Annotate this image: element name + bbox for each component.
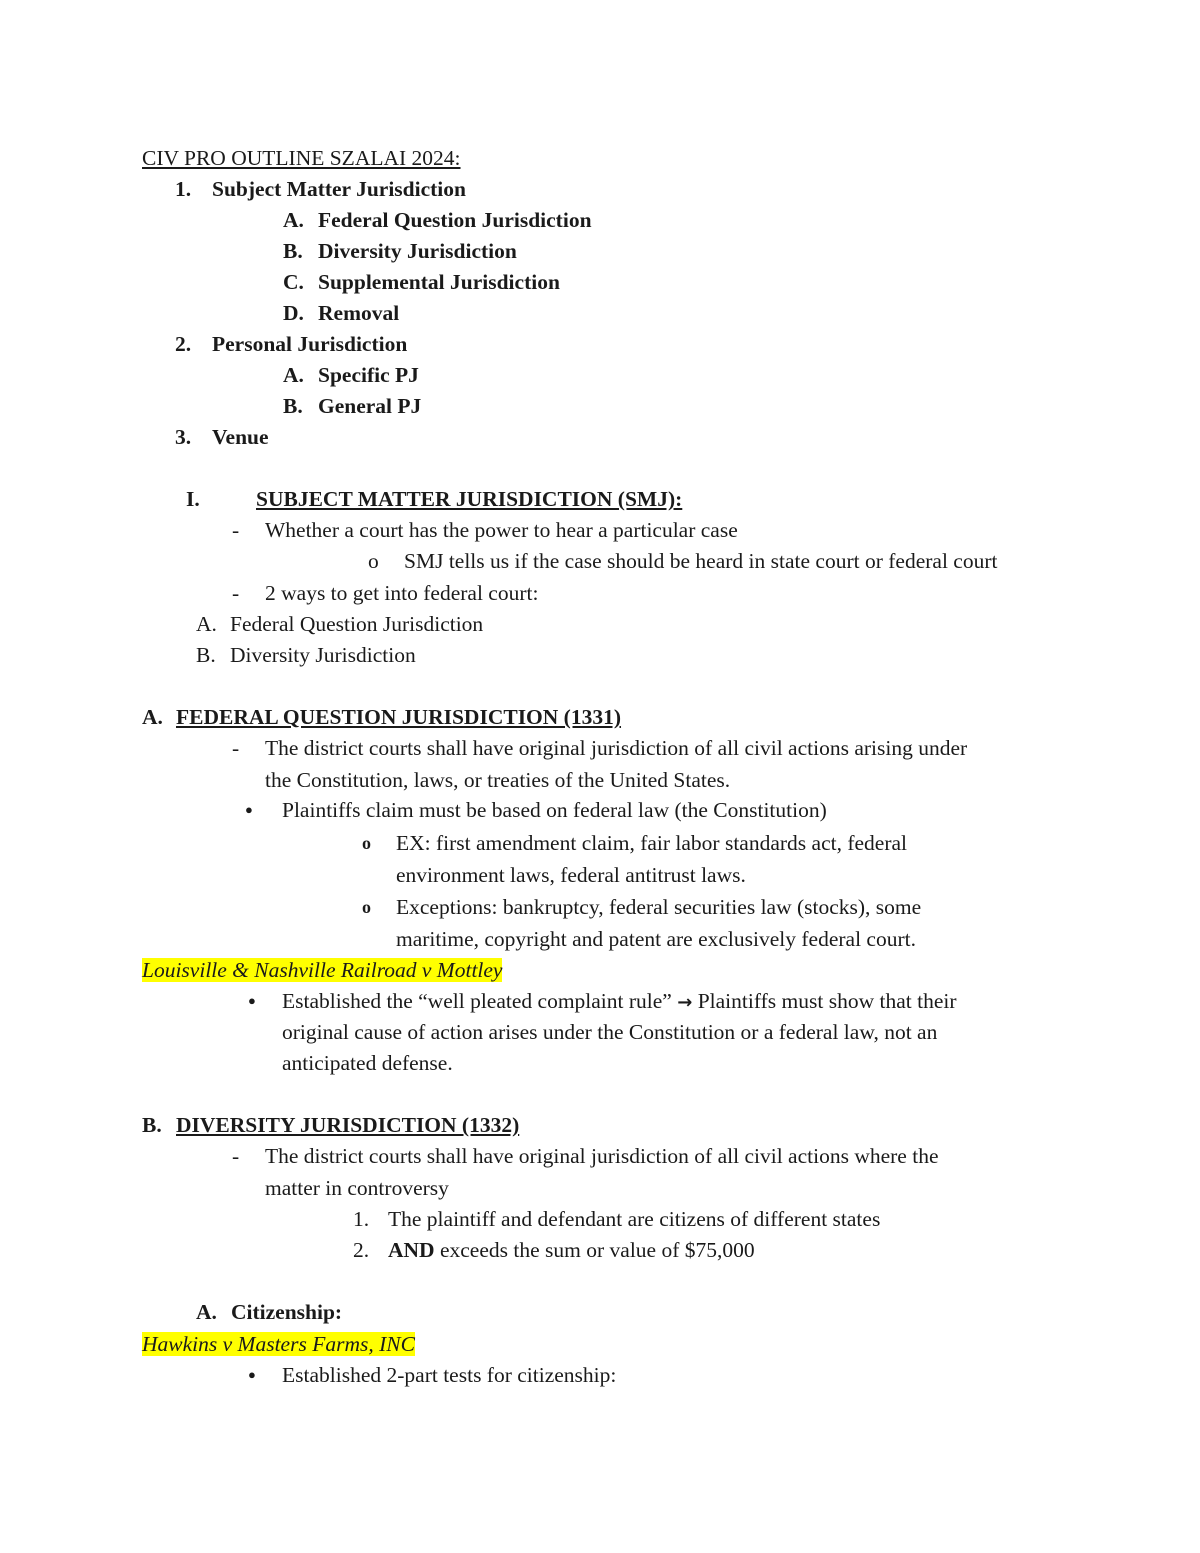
toc-subitem-label: Supplemental Jurisdiction bbox=[318, 270, 560, 294]
list-item: Diversity Jurisdiction bbox=[230, 643, 416, 667]
toc-item-label: Venue bbox=[212, 425, 269, 449]
list-item-cont: the Constitution, laws, or treaties of the United States. bbox=[265, 768, 731, 792]
list-item: 2 ways to get into federal court: bbox=[265, 581, 539, 605]
dash-marker: - bbox=[232, 518, 240, 542]
list-item bbox=[388, 1235, 755, 1265]
case-name bbox=[142, 1329, 415, 1359]
list-item: Established 2-part tests for citizenship: bbox=[282, 1363, 617, 1387]
list-item-cont: matter in controversy bbox=[265, 1176, 449, 1200]
toc-subitem-label: Diversity Jurisdiction bbox=[318, 239, 517, 263]
list-item: Whether a court has the power to hear a particular case bbox=[265, 518, 738, 542]
bullet-marker: ● bbox=[248, 1367, 256, 1382]
section-heading: DIVERSITY JURISDICTION (1332) bbox=[176, 1113, 520, 1137]
list-item-cont: anticipated defense. bbox=[282, 1051, 453, 1075]
circle-marker: o bbox=[362, 833, 371, 853]
toc-subitem-letter: A. bbox=[283, 208, 304, 232]
section-numeral: I. bbox=[186, 487, 200, 511]
subsection-heading: Citizenship: bbox=[231, 1300, 343, 1324]
case-highlight: Louisville & Nashville Railroad v Mottley bbox=[142, 958, 503, 982]
list-item-cont: environment laws, federal antitrust laws. bbox=[396, 863, 746, 887]
toc-subitem-letter: C. bbox=[283, 270, 304, 294]
dash-marker: - bbox=[232, 581, 240, 605]
list-item: The district courts shall have original jurisdiction of all civil actions arising under bbox=[265, 736, 968, 760]
toc-item: 2. bbox=[175, 332, 192, 356]
list-number: 2. bbox=[353, 1238, 370, 1262]
rule-text: Established the “well pleated complaint rule” bbox=[282, 989, 672, 1013]
bullet-marker: ● bbox=[248, 993, 256, 1008]
emphasis: AND bbox=[388, 1238, 435, 1262]
subsection-letter: A. bbox=[196, 1300, 217, 1324]
list-item: Federal Question Jurisdiction bbox=[230, 612, 484, 636]
list-item: SMJ tells us if the case should be heard in state court or federal court bbox=[404, 549, 998, 573]
list-number: 1. bbox=[353, 1207, 370, 1231]
right-arrow-icon: → bbox=[677, 992, 693, 1013]
toc-subitem-letter: B. bbox=[283, 239, 303, 263]
list-item: EX: first amendment claim, fair labor standards act, federal bbox=[396, 831, 908, 855]
section-letter: B. bbox=[142, 1113, 162, 1137]
case-highlight: Hawkins v Masters Farms, INC bbox=[142, 1332, 415, 1356]
toc-item-label: Personal Jurisdiction bbox=[212, 332, 408, 356]
list-item: Plaintiffs claim must be based on federal law (the Constitution) bbox=[282, 798, 827, 822]
rule-text-cont: Plaintiffs must show that their bbox=[697, 989, 957, 1013]
dash-marker: - bbox=[232, 736, 240, 760]
section-heading: FEDERAL QUESTION JURISDICTION (1331) bbox=[176, 705, 622, 729]
bullet-marker: ● bbox=[245, 802, 253, 817]
list-item: The district courts shall have original jurisdiction of all civil actions where the bbox=[265, 1144, 939, 1168]
dash-marker: - bbox=[232, 1144, 240, 1168]
toc-item-label: Subject Matter Jurisdiction bbox=[212, 177, 466, 201]
list-letter: B. bbox=[196, 643, 216, 667]
list-item-cont: original cause of action arises under the Constitution or a federal law, not an bbox=[282, 1020, 938, 1044]
toc-subitem-label: Removal bbox=[318, 301, 400, 325]
toc-subitem-letter: A. bbox=[283, 363, 304, 387]
toc-subitem-label: General PJ bbox=[318, 394, 422, 418]
section-heading: SUBJECT MATTER JURISDICTION (SMJ): bbox=[256, 487, 683, 511]
list-letter: A. bbox=[196, 612, 217, 636]
circle-marker: o bbox=[368, 549, 379, 573]
toc-item: 3. bbox=[175, 425, 192, 449]
case-name bbox=[142, 955, 502, 985]
toc-subitem-label: Specific PJ bbox=[318, 363, 419, 387]
list-item: Exceptions: bankruptcy, federal securities law (stocks), some bbox=[396, 895, 922, 919]
toc-subitem-label: Federal Question Jurisdiction bbox=[318, 208, 592, 232]
toc-subitem-letter: B. bbox=[283, 394, 303, 418]
page-title: CIV PRO OUTLINE SZALAI 2024: bbox=[142, 146, 461, 170]
list-item: The plaintiff and defendant are citizens of different states bbox=[388, 1207, 881, 1231]
list-item bbox=[282, 986, 957, 1018]
toc-item: 1. bbox=[175, 177, 192, 201]
list-item-text: exceeds the sum or value of $75,000 bbox=[434, 1238, 755, 1262]
list-item-cont: maritime, copyright and patent are exclusively federal court. bbox=[396, 927, 916, 951]
section-letter: A. bbox=[142, 705, 163, 729]
circle-marker: o bbox=[362, 897, 371, 917]
toc-subitem-letter: D. bbox=[283, 301, 304, 325]
